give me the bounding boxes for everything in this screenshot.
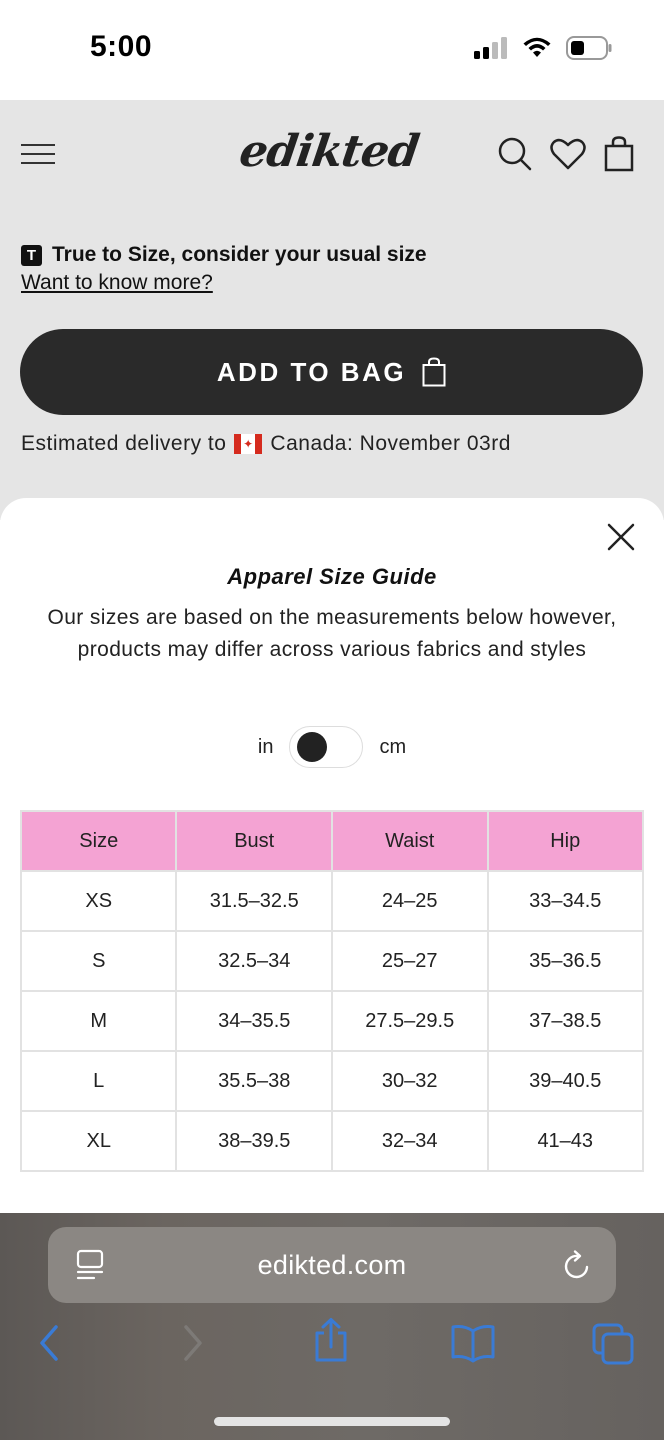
table-cell: 41–43	[488, 1111, 644, 1171]
browser-toolbar	[0, 1323, 664, 1373]
delivery-prefix: Estimated delivery to	[21, 432, 227, 455]
table-cell: 32.5–34	[176, 931, 332, 991]
unit-in-label: in	[257, 735, 274, 758]
cellular-signal-icon	[474, 37, 508, 59]
site-header	[0, 100, 664, 210]
shopping-bag-icon[interactable]	[604, 136, 634, 172]
toggle-knob	[297, 732, 327, 762]
table-cell: 39–40.5	[488, 1051, 644, 1111]
search-icon[interactable]	[498, 137, 532, 171]
table-cell: 35–36.5	[488, 931, 644, 991]
status-bar	[0, 0, 664, 100]
fit-more-link[interactable]: Want to know more?	[21, 271, 213, 294]
delivery-suffix: Canada: November 03rd	[270, 432, 511, 455]
table-cell: XL	[21, 1111, 176, 1171]
size-table	[20, 810, 644, 1172]
table-cell: L	[21, 1051, 176, 1111]
column-header: Size	[21, 811, 176, 871]
table-cell: XS	[21, 871, 176, 931]
table-cell: 25–27	[332, 931, 488, 991]
share-icon[interactable]	[312, 1317, 350, 1363]
status-time: 5:00	[90, 30, 153, 63]
table-cell: 35.5–38	[176, 1051, 332, 1111]
address-bar[interactable]	[48, 1227, 616, 1303]
close-icon[interactable]	[606, 522, 636, 552]
table-cell: S	[21, 931, 176, 991]
table-cell: 34–35.5	[176, 991, 332, 1051]
table-header-row	[21, 811, 643, 871]
table-row	[21, 991, 643, 1051]
size-guide-sheet	[0, 498, 664, 1218]
brand-logo[interactable]: edikted	[236, 126, 422, 177]
table-cell: 38–39.5	[176, 1111, 332, 1171]
product-page	[0, 100, 664, 520]
size-guide-description: Our sizes are based on the measurements below however, products may differ across various fabrics and styles	[47, 606, 617, 661]
table-row	[21, 871, 643, 931]
browser-bottom-bar	[0, 1213, 664, 1440]
table-cell: 27.5–29.5	[332, 991, 488, 1051]
canada-flag-icon: ✦	[234, 434, 262, 454]
bookmarks-icon[interactable]	[450, 1323, 496, 1363]
fit-info	[21, 243, 427, 267]
column-header: Waist	[332, 811, 488, 871]
wifi-icon	[522, 37, 552, 59]
table-cell: M	[21, 991, 176, 1051]
status-icons	[474, 36, 612, 60]
fit-badge: T	[21, 245, 42, 266]
unit-toggle-switch[interactable]	[289, 726, 363, 768]
column-header: Hip	[488, 811, 644, 871]
add-to-bag-label: ADD TO BAG	[216, 356, 407, 387]
add-to-bag-button[interactable]	[20, 329, 643, 415]
url-text: edikted.com	[257, 1250, 407, 1280]
menu-icon[interactable]	[21, 144, 55, 166]
reload-icon[interactable]	[562, 1249, 592, 1281]
table-cell: 24–25	[332, 871, 488, 931]
fit-text: True to Size, consider your usual size	[52, 243, 427, 266]
forward-arrow-icon[interactable]	[180, 1323, 206, 1363]
table-cell: 32–34	[332, 1111, 488, 1171]
tabs-icon[interactable]	[592, 1323, 634, 1365]
shopping-bag-icon	[422, 357, 446, 387]
unit-toggle-group	[0, 726, 664, 768]
estimated-delivery	[21, 432, 511, 456]
wishlist-heart-icon[interactable]	[550, 138, 586, 170]
table-cell: 37–38.5	[488, 991, 644, 1051]
size-guide-title: Apparel Size Guide	[227, 564, 437, 589]
battery-icon	[566, 36, 612, 60]
table-cell: 33–34.5	[488, 871, 644, 931]
table-row	[21, 1051, 643, 1111]
table-cell: 30–32	[332, 1051, 488, 1111]
home-indicator	[214, 1417, 450, 1426]
header-icons	[498, 136, 634, 172]
back-arrow-icon[interactable]	[36, 1323, 62, 1363]
column-header: Bust	[176, 811, 332, 871]
unit-cm-label: cm	[379, 735, 407, 758]
table-cell: 31.5–32.5	[176, 871, 332, 931]
table-row	[21, 1111, 643, 1171]
table-row	[21, 931, 643, 991]
